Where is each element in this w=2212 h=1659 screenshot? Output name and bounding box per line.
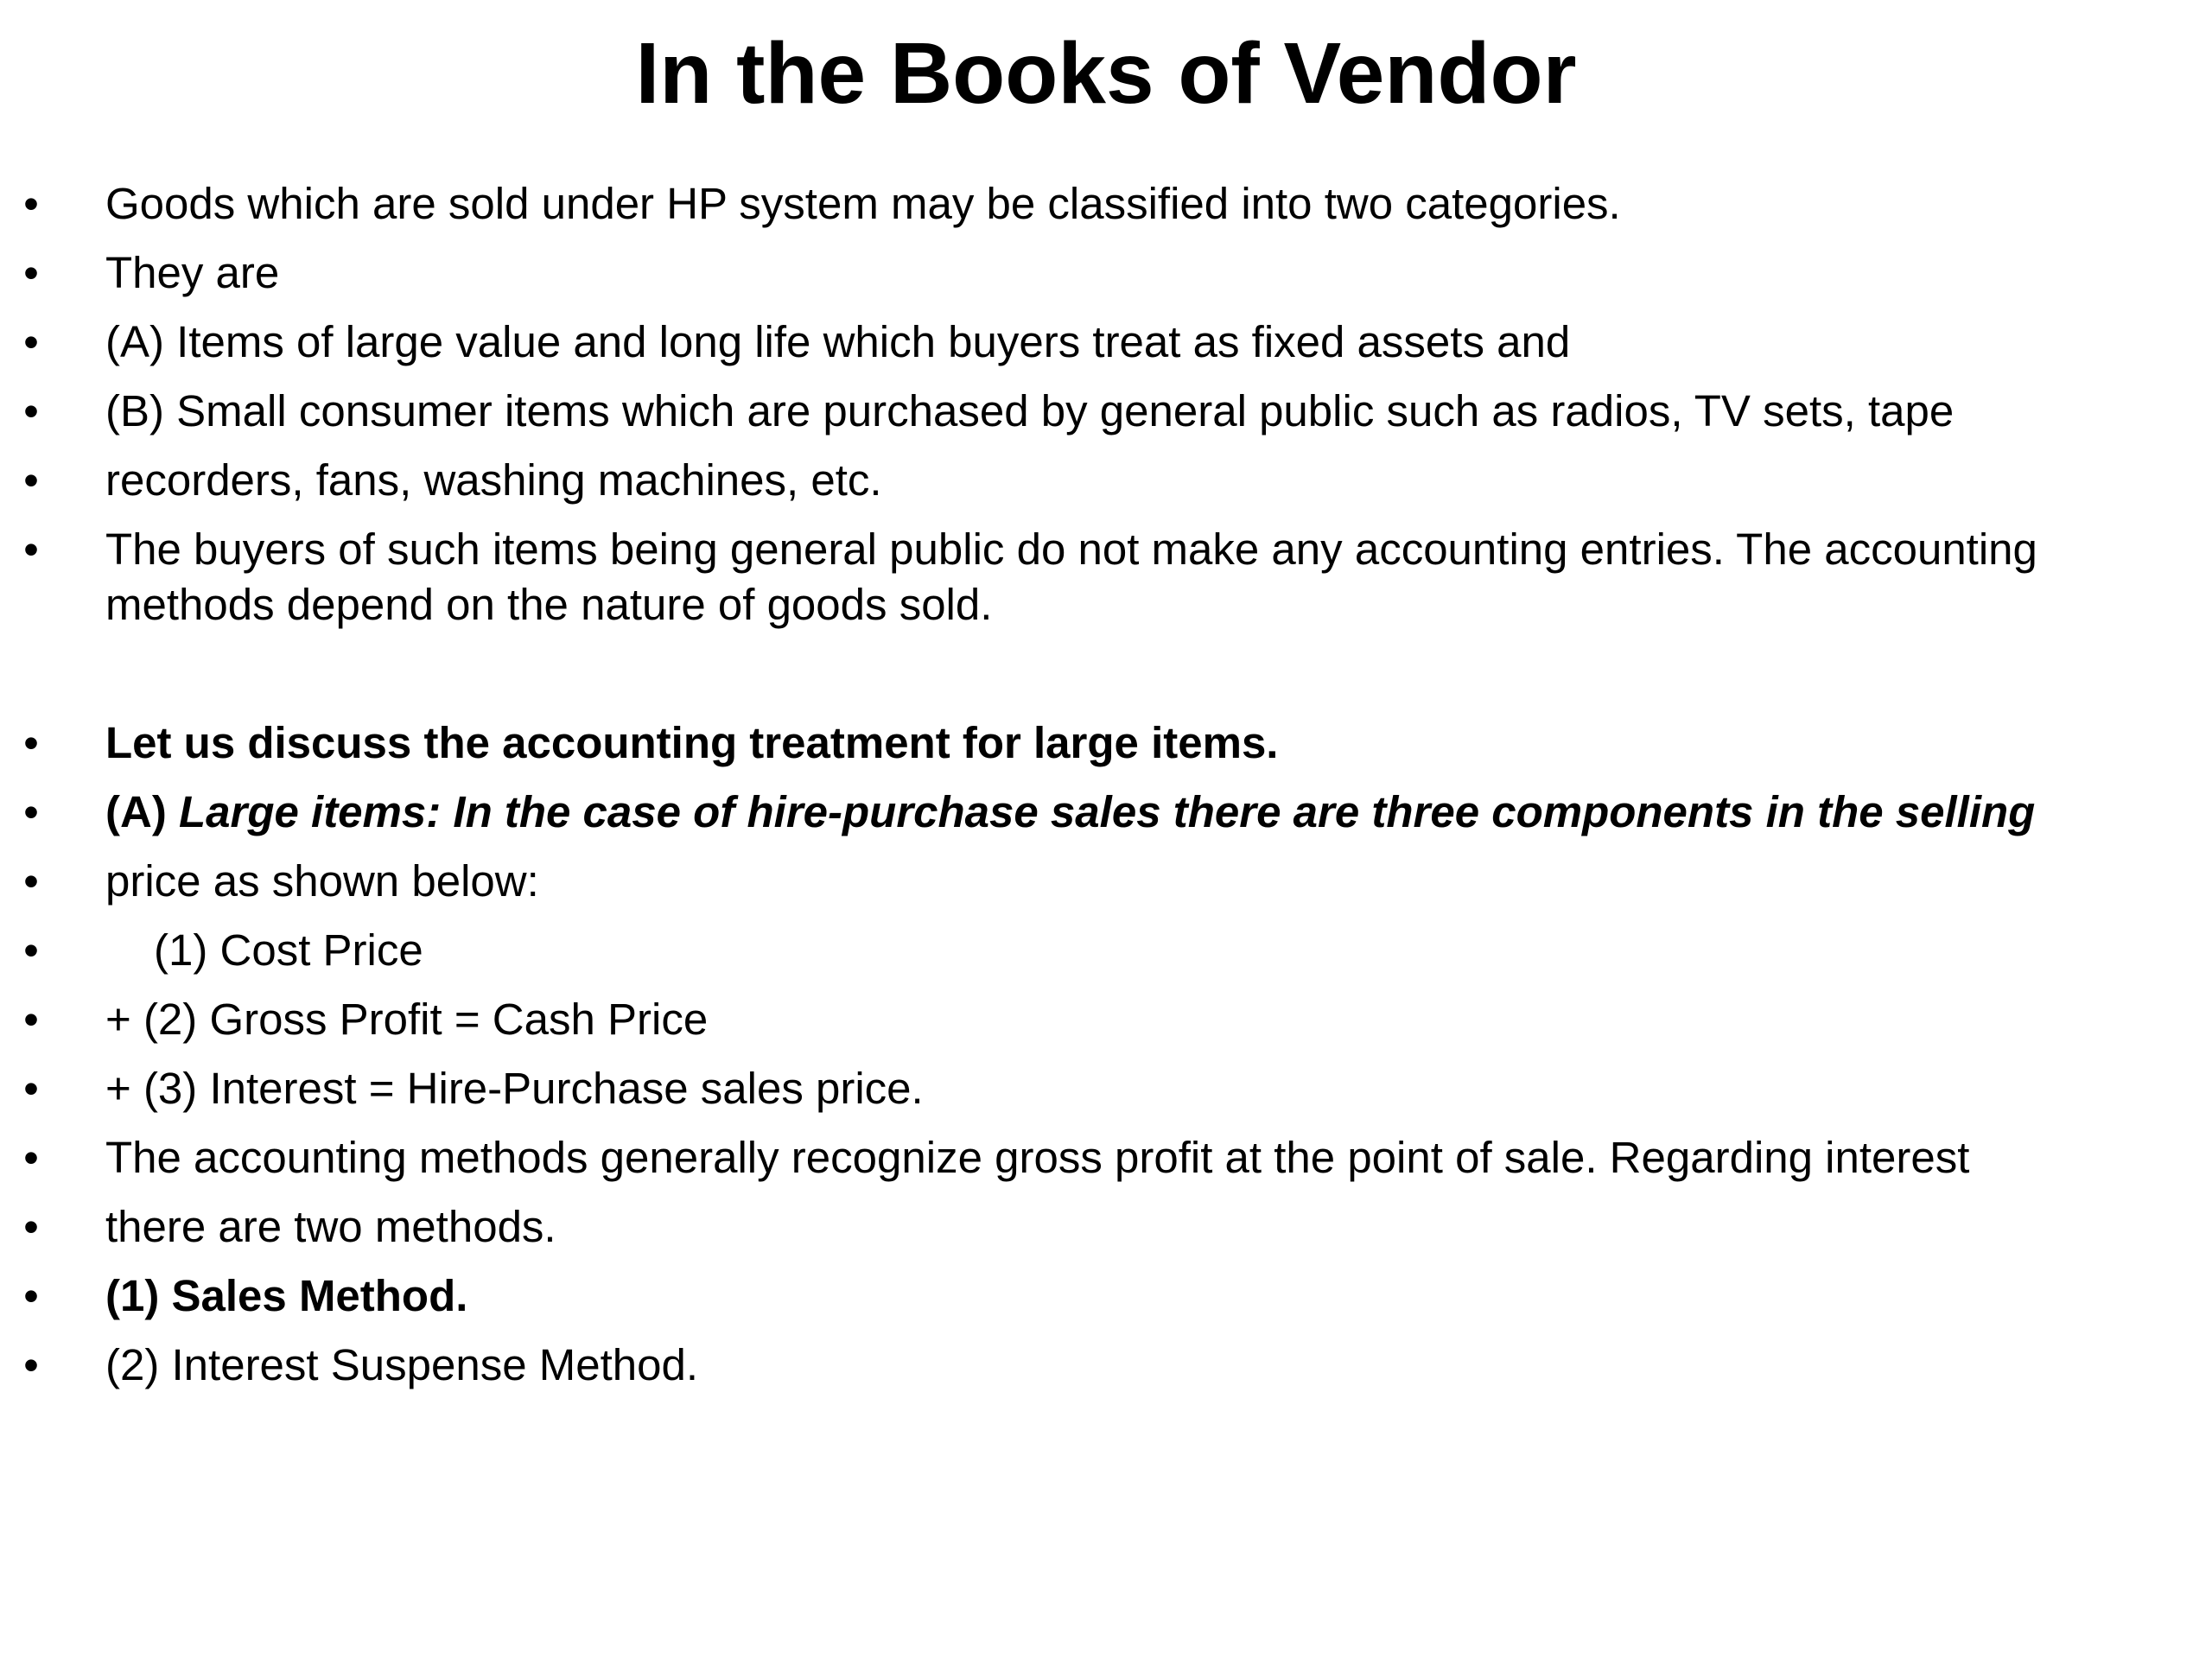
- bullet-text: recorders, fans, washing machines, etc.: [105, 455, 882, 505]
- bullet-text: (1) Cost Price: [154, 925, 423, 975]
- bullet-dot: •: [23, 719, 39, 767]
- bullet-text: price as shown below:: [105, 856, 539, 906]
- bullet-text: Let us discuss the accounting treatment for large items.: [105, 718, 1279, 767]
- bullet-dot: •: [23, 926, 39, 975]
- bullet-prefix: (A): [105, 787, 179, 836]
- bullet-dot: •: [23, 387, 39, 435]
- bullet-dot: •: [23, 1065, 39, 1113]
- bullet-dot: •: [23, 1341, 39, 1389]
- bullet-dot: •: [23, 318, 39, 366]
- bullet-text: + (2) Gross Profit = Cash Price: [105, 995, 709, 1044]
- bullet-dot: •: [23, 180, 39, 228]
- bullet-text: (B) Small consumer items which are purchased by general public such as radios, TV sets, tape: [105, 386, 1955, 435]
- bullet-dot: •: [23, 249, 39, 297]
- bullet-text: there are two methods.: [105, 1202, 556, 1251]
- bullet-dot: •: [23, 788, 39, 836]
- bullet-text: The buyers of such items being general public do not make any accounting entries. The accounting methods depend on the nature of goods sold.: [105, 524, 2037, 629]
- bullet-dot: •: [23, 1203, 39, 1251]
- bullet-dot: •: [23, 1272, 39, 1320]
- bullet-text-mixed: [105, 785, 2196, 840]
- bullet-text: (1) Sales Method.: [105, 1271, 468, 1320]
- bullet-dot: •: [23, 456, 39, 505]
- bullet-text: The accounting methods generally recognize gross profit at the point of sale. Regarding interest: [105, 1133, 1970, 1182]
- bullet-dot: •: [23, 857, 39, 906]
- bullet-dot: •: [23, 1134, 39, 1182]
- bullet-text: (A) Items of large value and long life which buyers treat as fixed assets and: [105, 317, 1571, 366]
- bullet-dot: •: [23, 525, 39, 574]
- bullet-dot: •: [23, 995, 39, 1044]
- bullet-text: Goods which are sold under HP system may be classified into two categories.: [105, 179, 1621, 228]
- bullet-emphasis: Large items: In the case of hire-purchase sales there are three components in the selling: [178, 787, 2036, 836]
- bullet-text: (2) Interest Suspense Method.: [105, 1340, 699, 1389]
- bullet-text: They are: [105, 248, 280, 297]
- slide-title: In the Books of Vendor: [635, 25, 1577, 122]
- bullet-text: + (3) Interest = Hire-Purchase sales price.: [105, 1064, 924, 1113]
